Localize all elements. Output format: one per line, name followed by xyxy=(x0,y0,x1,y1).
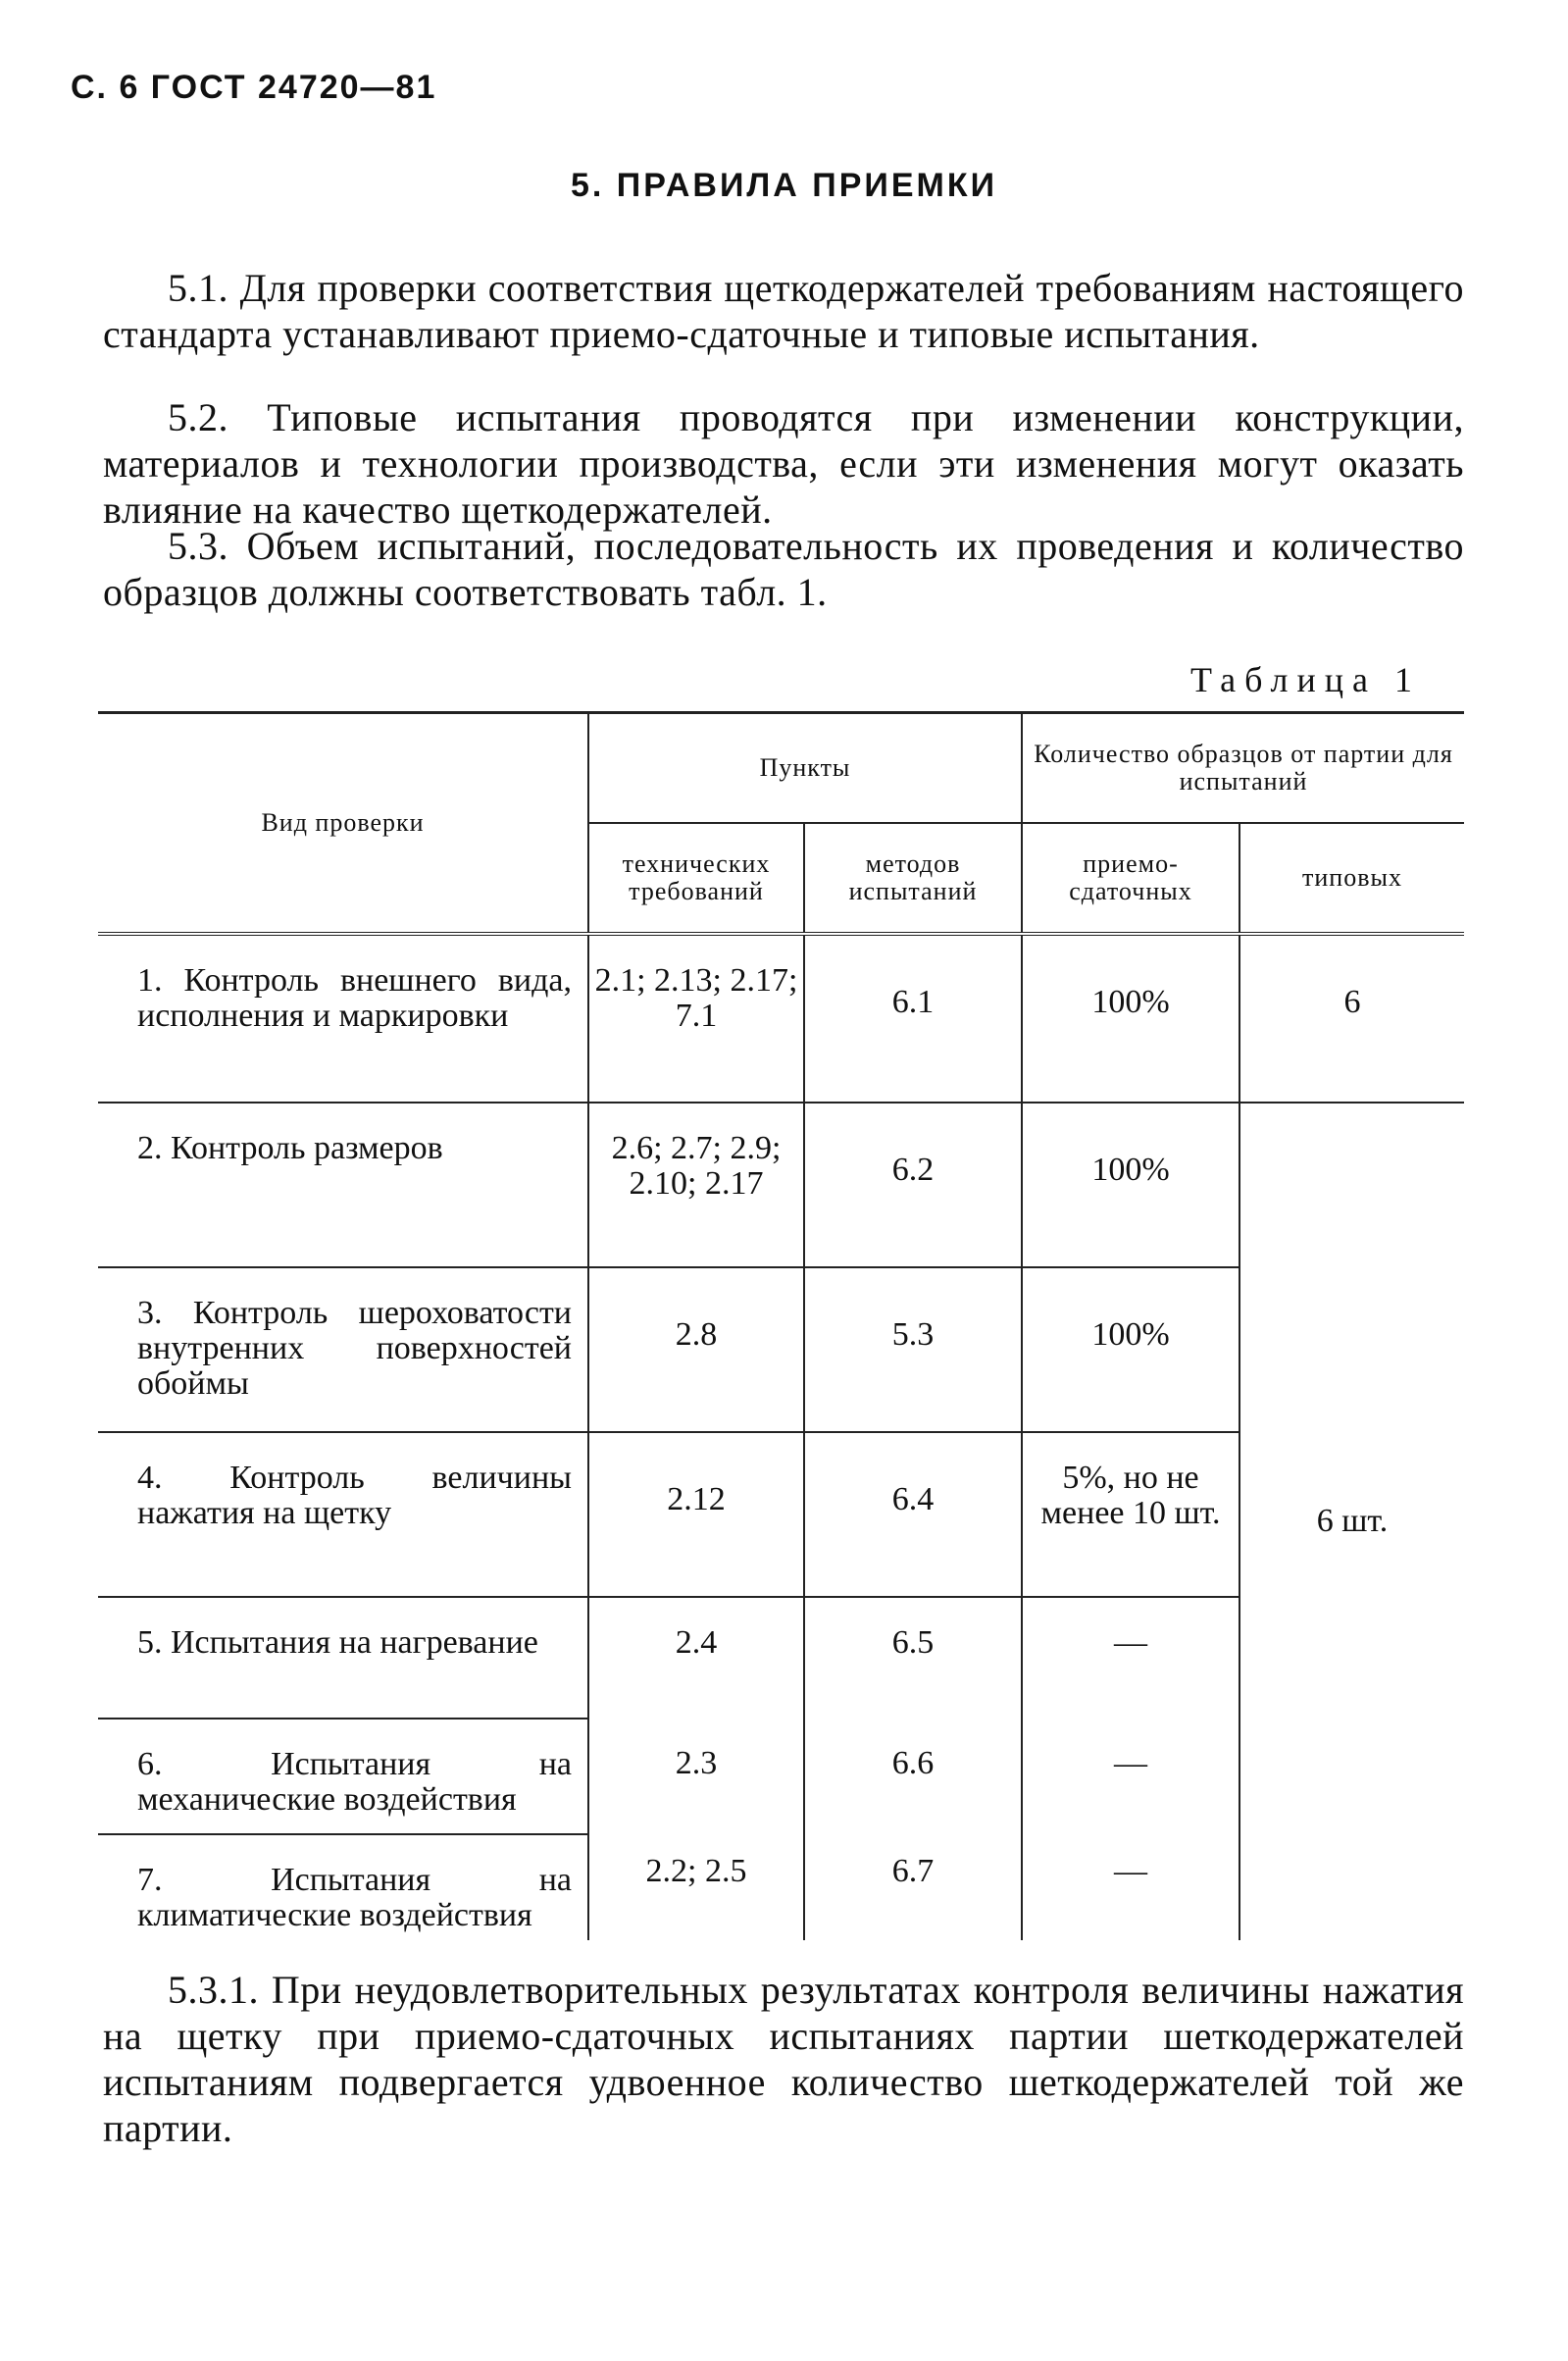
row-name: 1. Контроль внешнего вида, исполнения и маркировки xyxy=(98,934,588,1103)
row-tech: 2.12 xyxy=(588,1432,804,1597)
row-acceptance: 100% xyxy=(1022,1267,1239,1432)
paragraph-5-1: 5.1. Для проверки соответствия щеткодержателей требованиям настоящего стандарта устанавливают приемо-сдаточные и типовые испытания. xyxy=(103,266,1464,356)
row-acceptance: 5%, но не менее 10 шт. xyxy=(1022,1432,1239,1597)
row-name: 2. Контроль размеров xyxy=(98,1103,588,1267)
header-points: Пункты xyxy=(588,713,1022,824)
paragraph-5-2: 5.2. Типовые испытания проводятся при изменении конструкции, материалов и технологии производства, если эти изменения могут оказать влияние на качество щеткодержателей. xyxy=(103,395,1464,532)
row-method: 6.4 xyxy=(804,1432,1022,1597)
row-acceptance: 100% xyxy=(1022,934,1239,1103)
header-tech: технических требований xyxy=(588,823,804,934)
paragraph-5-3: 5.3. Объем испытаний, последовательность их проведения и количество образцов должны соответствовать табл. 1. xyxy=(103,524,1464,614)
row-tech: 2.1; 2.13; 2.17; 7.1 xyxy=(588,934,804,1103)
row-name: 7. Испытания на климатические воздействия xyxy=(98,1834,588,1940)
page-header: С. 6 ГОСТ 24720—81 xyxy=(71,69,437,106)
section-title: 5. ПРАВИЛА ПРИЕМКИ xyxy=(570,167,998,204)
row-name: 5. Испытания на нагревание xyxy=(98,1597,588,1719)
row-tech: 2.2; 2.5 xyxy=(588,1834,804,1940)
row-name: 3. Контроль шероховатости внутренних поверхностей обоймы xyxy=(98,1267,588,1432)
table-row xyxy=(98,1103,1464,1267)
row-tech: 2.6; 2.7; 2.9; 2.10; 2.17 xyxy=(588,1103,804,1267)
row-method: 5.3 xyxy=(804,1267,1022,1432)
row-typical: 6 xyxy=(1239,934,1464,1103)
row-name: 6. Испытания на механические воздействия xyxy=(98,1719,588,1834)
header-type: Вид проверки xyxy=(98,713,588,935)
row-method: 6.6 xyxy=(804,1719,1022,1834)
row-name: 4. Контроль величины нажатия на щетку xyxy=(98,1432,588,1597)
header-typical: типовых xyxy=(1239,823,1464,934)
row-method: 6.7 xyxy=(804,1834,1022,1940)
typical-merged: 6 шт. xyxy=(1239,1103,1464,1940)
row-tech: 2.4 xyxy=(588,1597,804,1719)
header-acceptance: приемо-сдаточных xyxy=(1022,823,1239,934)
paragraph-5-3-1: 5.3.1. При неудовлетворительных результатах контроля величины нажатия на щетку при приемо-сдаточных испытаниях партии шеткодержателей испытаниям подвергается удвоенное количество шеткодержателей той же партии. xyxy=(103,1968,1464,2150)
row-acceptance: 100% xyxy=(1022,1103,1239,1267)
table-row xyxy=(98,934,1464,1103)
table-1 xyxy=(98,711,1464,1940)
header-quantity: Количество образцов от партии для испытаний xyxy=(1022,713,1464,824)
row-method: 6.1 xyxy=(804,934,1022,1103)
table-caption: Таблица 1 xyxy=(1190,660,1421,699)
row-acceptance: — xyxy=(1022,1719,1239,1834)
row-method: 6.5 xyxy=(804,1597,1022,1719)
row-acceptance: — xyxy=(1022,1597,1239,1719)
row-tech: 2.8 xyxy=(588,1267,804,1432)
row-tech: 2.3 xyxy=(588,1719,804,1834)
header-methods: методов испытаний xyxy=(804,823,1022,934)
row-acceptance: — xyxy=(1022,1834,1239,1940)
row-method: 6.2 xyxy=(804,1103,1022,1267)
